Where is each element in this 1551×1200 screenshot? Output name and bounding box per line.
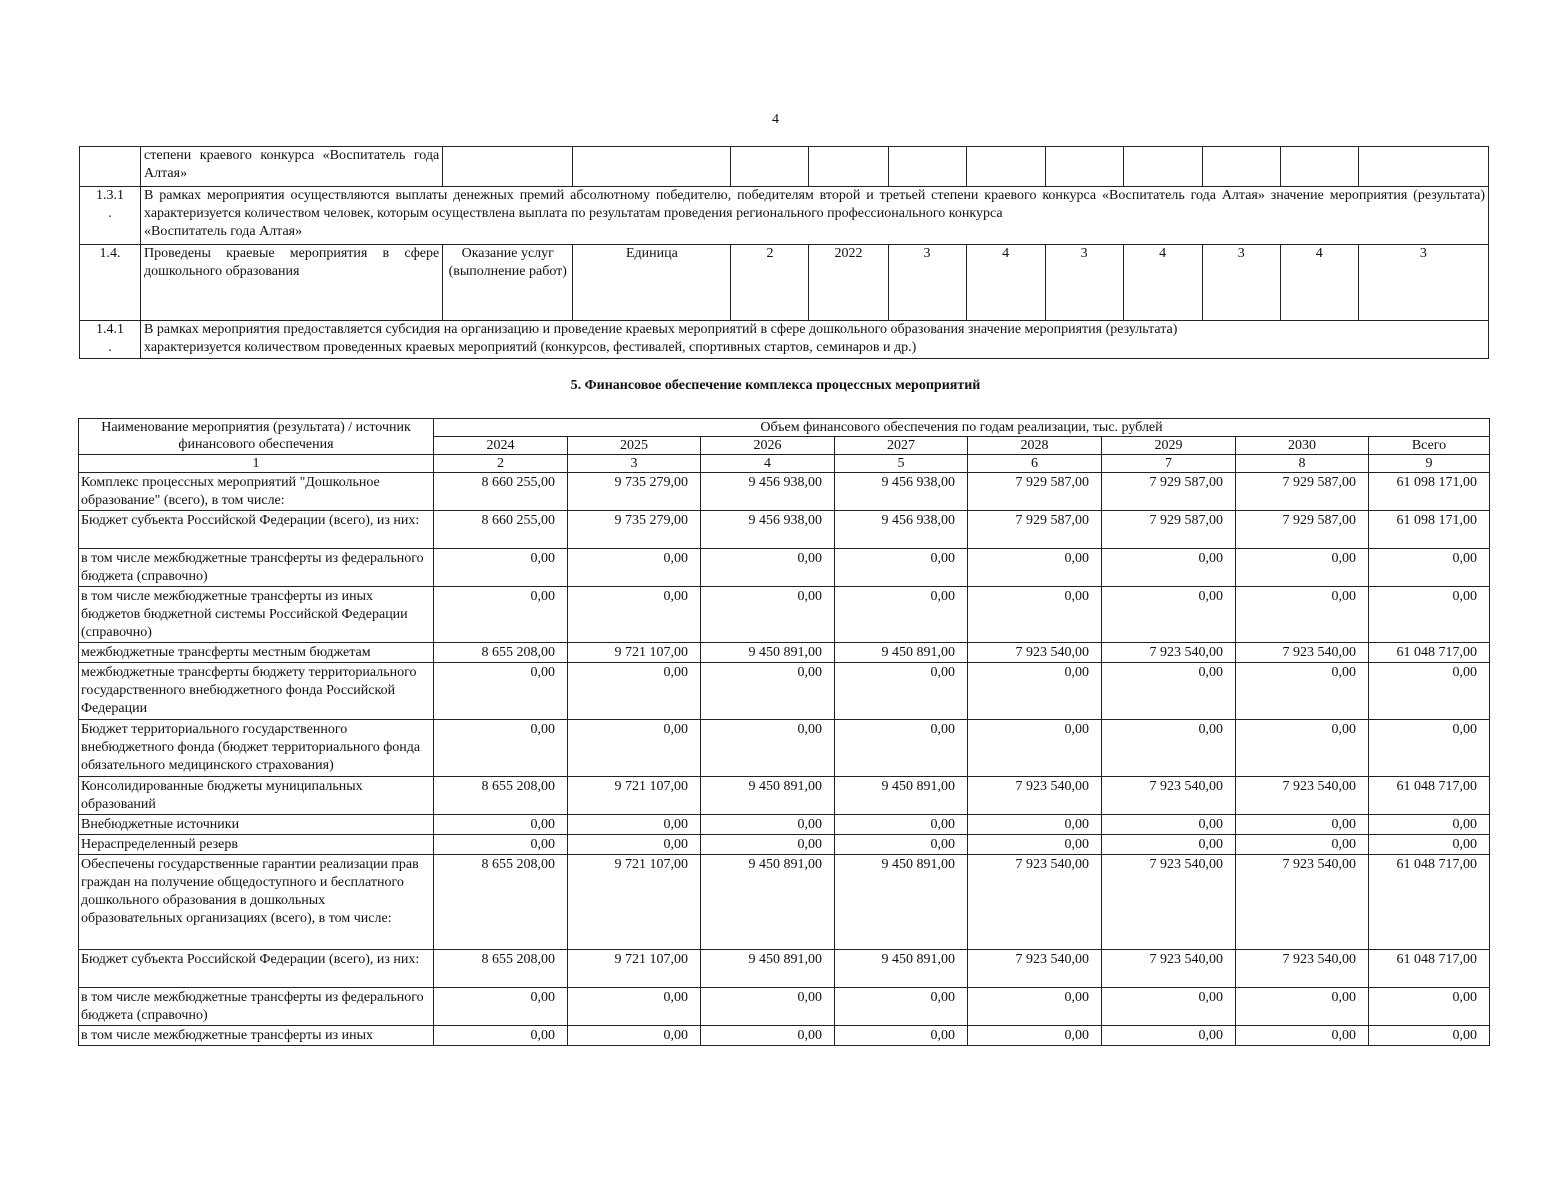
table-row	[79, 473, 1490, 511]
amount-cell: 0,00	[568, 549, 701, 587]
amount-cell: 0,00	[968, 988, 1102, 1026]
year-header: 2027	[835, 437, 968, 455]
year-header: 2030	[1236, 437, 1369, 455]
amount-cell: 0,00	[568, 988, 701, 1026]
amount-cell: 0,00	[968, 587, 1102, 643]
amount-cell: 0,00	[434, 815, 568, 835]
column-number: 3	[568, 455, 701, 473]
row-number-cell: 1.4.1 .	[80, 321, 141, 359]
row-name-cell: степени краевого конкурса «Воспитатель года Алтая»	[141, 147, 443, 187]
row-name-cell: в том числе межбюджетные трансферты из иных	[79, 1026, 434, 1046]
amount-cell: 9 721 107,00	[568, 855, 701, 950]
amount-cell: 9 450 891,00	[835, 950, 968, 988]
amount-cell: 0,00	[835, 587, 968, 643]
amount-cell: 0,00	[434, 720, 568, 777]
table-row	[79, 988, 1490, 1026]
value-cell: 3	[1202, 245, 1280, 321]
amount-cell: 0,00	[1369, 815, 1490, 835]
table-header-row	[79, 419, 1490, 437]
amount-cell: 8 655 208,00	[434, 777, 568, 815]
row-name-cell: Консолидированные бюджеты муниципальных образований	[79, 777, 434, 815]
row-name-cell: в том числе межбюджетные трансферты из федерального бюджета (справочно)	[79, 988, 434, 1026]
amount-cell: 0,00	[1369, 720, 1490, 777]
amount-cell: 0,00	[1102, 815, 1236, 835]
year-header: 2029	[1102, 437, 1236, 455]
value-cell: 3	[1045, 245, 1123, 321]
amount-cell: 9 450 891,00	[701, 950, 835, 988]
amount-cell: 8 655 208,00	[434, 643, 568, 663]
table-row	[80, 321, 1489, 359]
table-row	[79, 835, 1490, 855]
amount-cell: 61 048 717,00	[1369, 855, 1490, 950]
amount-cell: 0,00	[1236, 988, 1369, 1026]
amount-cell: 9 450 891,00	[701, 777, 835, 815]
amount-cell: 7 929 587,00	[1102, 473, 1236, 511]
amount-cell: 7 923 540,00	[1102, 777, 1236, 815]
amount-cell: 9 450 891,00	[701, 855, 835, 950]
amount-cell: 8 655 208,00	[434, 950, 568, 988]
amount-cell: 0,00	[1369, 1026, 1490, 1046]
table-row	[79, 643, 1490, 663]
table-row	[79, 950, 1490, 988]
year-header: 2026	[701, 437, 835, 455]
amount-cell: 7 923 540,00	[1236, 777, 1369, 815]
table-row	[79, 549, 1490, 587]
row-name-cell: межбюджетные трансферты местным бюджетам	[79, 643, 434, 663]
value-cell: 4	[1123, 245, 1202, 321]
amount-cell: 0,00	[568, 587, 701, 643]
table-row	[79, 720, 1490, 777]
amount-cell: 0,00	[701, 835, 835, 855]
amount-cell: 9 721 107,00	[568, 777, 701, 815]
amount-cell: 0,00	[1102, 835, 1236, 855]
amount-cell: 61 048 717,00	[1369, 950, 1490, 988]
table-row	[80, 147, 1489, 187]
amount-cell: 0,00	[1102, 549, 1236, 587]
row-name-cell: Бюджет субъекта Российской Федерации (всего), из них:	[79, 950, 434, 988]
amount-cell: 0,00	[568, 815, 701, 835]
amount-cell: 0,00	[434, 663, 568, 720]
amount-cell: 0,00	[1102, 988, 1236, 1026]
amount-cell: 7 923 540,00	[968, 777, 1102, 815]
amount-cell: 7 923 540,00	[1236, 855, 1369, 950]
row-name-cell: Бюджет территориального государственного внебюджетного фонда (бюджет территориального фонда обязательного медицинского страхования)	[79, 720, 434, 777]
row-description-cell: В рамках мероприятия предоставляется субсидия на организацию и проведение краевых мероприятий в сфере дошкольного образования значение мероприятия (результата) характеризуется количеством проведенных краевых мероприятий (конкурсов, фестивалей, спортивных стартов, семинаров и др.)	[141, 321, 1489, 359]
table-row	[79, 855, 1490, 950]
amount-cell: 0,00	[1102, 1026, 1236, 1046]
row-name-cell: Проведены краевые мероприятия в сфере дошкольного образования	[141, 245, 443, 321]
value-cell: 4	[966, 245, 1045, 321]
table-row	[79, 777, 1490, 815]
column-number: 6	[968, 455, 1102, 473]
results-table	[79, 146, 1489, 359]
amount-cell: 8 660 255,00	[434, 511, 568, 549]
amount-cell: 0,00	[835, 549, 968, 587]
amount-cell: 7 923 540,00	[1102, 643, 1236, 663]
row-number-cell: 1.4.	[80, 245, 141, 321]
amount-cell: 0,00	[968, 835, 1102, 855]
row-name-cell: в том числе межбюджетные трансферты из федерального бюджета (справочно)	[79, 549, 434, 587]
page-number: 4	[772, 112, 779, 127]
total-header: Всего	[1369, 437, 1490, 455]
amount-cell: 9 456 938,00	[701, 511, 835, 549]
amount-cell: 0,00	[968, 549, 1102, 587]
amount-cell: 7 923 540,00	[968, 855, 1102, 950]
amount-cell: 61 098 171,00	[1369, 511, 1490, 549]
amount-cell: 61 048 717,00	[1369, 777, 1490, 815]
amount-cell: 0,00	[701, 815, 835, 835]
amount-cell: 0,00	[568, 720, 701, 777]
row-name-cell: Обеспечены государственные гарантии реализации прав граждан на получение общедоступного и бесплатного дошкольного образования в дошкольных образовательных организациях (всего), в том числе:	[79, 855, 434, 950]
amount-cell: 61 048 717,00	[1369, 643, 1490, 663]
amount-cell: 0,00	[835, 720, 968, 777]
amount-cell: 0,00	[1102, 587, 1236, 643]
value-cell: 4	[1280, 245, 1358, 321]
row-number-cell: 1.3.1 .	[80, 187, 141, 245]
amount-cell: 0,00	[434, 988, 568, 1026]
base-value-cell: 2	[731, 245, 809, 321]
year-header: 2024	[434, 437, 568, 455]
value-cell: 3	[888, 245, 966, 321]
amount-cell: 7 923 540,00	[1102, 950, 1236, 988]
column-number: 9	[1369, 455, 1490, 473]
amount-cell: 9 456 938,00	[835, 473, 968, 511]
header-name-cell: Наименование мероприятия (результата) / источник финансового обеспечения	[79, 419, 434, 455]
amount-cell: 0,00	[1236, 1026, 1369, 1046]
amount-cell: 0,00	[1369, 587, 1490, 643]
amount-cell: 9 721 107,00	[568, 950, 701, 988]
row-name-cell: в том числе межбюджетные трансферты из иных бюджетов бюджетной системы Российской Федерации (справочно)	[79, 587, 434, 643]
amount-cell: 0,00	[1369, 663, 1490, 720]
amount-cell: 0,00	[1102, 663, 1236, 720]
amount-cell: 0,00	[835, 815, 968, 835]
financing-table	[78, 418, 1490, 1046]
table-row	[79, 1026, 1490, 1046]
amount-cell: 7 929 587,00	[968, 473, 1102, 511]
row-name-cell: Нераспределенный резерв	[79, 835, 434, 855]
amount-cell: 0,00	[1236, 835, 1369, 855]
amount-cell: 9 456 938,00	[701, 473, 835, 511]
table-row	[79, 663, 1490, 720]
table-row	[80, 245, 1489, 321]
amount-cell: 0,00	[701, 1026, 835, 1046]
amount-cell: 0,00	[434, 587, 568, 643]
amount-cell: 0,00	[568, 663, 701, 720]
amount-cell: 61 098 171,00	[1369, 473, 1490, 511]
amount-cell: 0,00	[701, 587, 835, 643]
amount-cell: 0,00	[701, 988, 835, 1026]
amount-cell: 8 655 208,00	[434, 855, 568, 950]
table-row	[79, 587, 1490, 643]
amount-cell: 0,00	[701, 549, 835, 587]
amount-cell: 9 450 891,00	[835, 855, 968, 950]
column-number: 4	[701, 455, 835, 473]
amount-cell: 9 450 891,00	[701, 643, 835, 663]
amount-cell: 0,00	[835, 988, 968, 1026]
column-number: 5	[835, 455, 968, 473]
row-name-cell: Бюджет субъекта Российской Федерации (всего), из них:	[79, 511, 434, 549]
table-row	[79, 511, 1490, 549]
amount-cell: 0,00	[434, 835, 568, 855]
value-cell: 3	[1358, 245, 1488, 321]
amount-cell: 0,00	[835, 663, 968, 720]
amount-cell: 7 923 540,00	[1236, 950, 1369, 988]
base-year-cell: 2022	[809, 245, 888, 321]
amount-cell: 0,00	[568, 1026, 701, 1046]
row-type-cell: Оказание услуг (выполнение работ)	[443, 245, 573, 321]
amount-cell: 7 923 540,00	[968, 950, 1102, 988]
amount-cell: 7 923 540,00	[1236, 643, 1369, 663]
row-name-cell: Внебюджетные источники	[79, 815, 434, 835]
amount-cell: 7 929 587,00	[968, 511, 1102, 549]
amount-cell: 0,00	[1236, 663, 1369, 720]
column-number: 1	[79, 455, 434, 473]
amount-cell: 0,00	[1236, 720, 1369, 777]
amount-cell: 0,00	[1236, 549, 1369, 587]
amount-cell: 7 929 587,00	[1236, 473, 1369, 511]
amount-cell: 0,00	[968, 1026, 1102, 1046]
amount-cell: 9 735 279,00	[568, 473, 701, 511]
amount-cell: 9 450 891,00	[835, 777, 968, 815]
amount-cell: 0,00	[835, 1026, 968, 1046]
amount-cell: 0,00	[1369, 835, 1490, 855]
amount-cell: 0,00	[1102, 720, 1236, 777]
section-title: 5. Финансовое обеспечение комплекса процессных мероприятий	[570, 378, 981, 393]
row-number-cell	[80, 147, 141, 187]
row-name-cell: Комплекс процессных мероприятий "Дошкольное образование" (всего), в том числе:	[79, 473, 434, 511]
amount-cell: 0,00	[968, 663, 1102, 720]
amount-cell: 0,00	[1236, 587, 1369, 643]
row-unit-cell: Единица	[573, 245, 731, 321]
amount-cell: 9 735 279,00	[568, 511, 701, 549]
amount-cell: 0,00	[434, 549, 568, 587]
column-number: 2	[434, 455, 568, 473]
amount-cell: 7 923 540,00	[968, 643, 1102, 663]
column-number: 8	[1236, 455, 1369, 473]
year-header: 2028	[968, 437, 1102, 455]
column-number: 7	[1102, 455, 1236, 473]
amount-cell: 0,00	[835, 835, 968, 855]
amount-cell: 7 923 540,00	[1102, 855, 1236, 950]
row-description-cell: В рамках мероприятия осуществляются выплаты денежных премий абсолютному победителю, победителям второй и третьей степени краевого конкурса «Воспитатель года Алтая» значение мероприятия (результата) характеризуется количеством человек, которым осуществлена выплата по результатам проведения регионального профессионального конкурса «Воспитатель года Алтая»	[141, 187, 1489, 245]
amount-cell: 0,00	[701, 720, 835, 777]
row-name-cell: межбюджетные трансферты бюджету территориального государственного внебюджетного фонда Российской Федерации	[79, 663, 434, 720]
amount-cell: 9 450 891,00	[835, 643, 968, 663]
amount-cell: 7 929 587,00	[1102, 511, 1236, 549]
amount-cell: 9 721 107,00	[568, 643, 701, 663]
table-row	[80, 187, 1489, 245]
header-volume-cell: Объем финансового обеспечения по годам реализации, тыс. рублей	[434, 419, 1490, 437]
table-row	[79, 815, 1490, 835]
year-header: 2025	[568, 437, 701, 455]
amount-cell: 0,00	[968, 720, 1102, 777]
column-number-row	[79, 455, 1490, 473]
amount-cell: 7 929 587,00	[1236, 511, 1369, 549]
amount-cell: 0,00	[1369, 549, 1490, 587]
amount-cell: 0,00	[434, 1026, 568, 1046]
amount-cell: 8 660 255,00	[434, 473, 568, 511]
amount-cell: 0,00	[568, 835, 701, 855]
amount-cell: 0,00	[1369, 988, 1490, 1026]
amount-cell: 9 456 938,00	[835, 511, 968, 549]
amount-cell: 0,00	[1236, 815, 1369, 835]
amount-cell: 0,00	[968, 815, 1102, 835]
amount-cell: 0,00	[701, 663, 835, 720]
